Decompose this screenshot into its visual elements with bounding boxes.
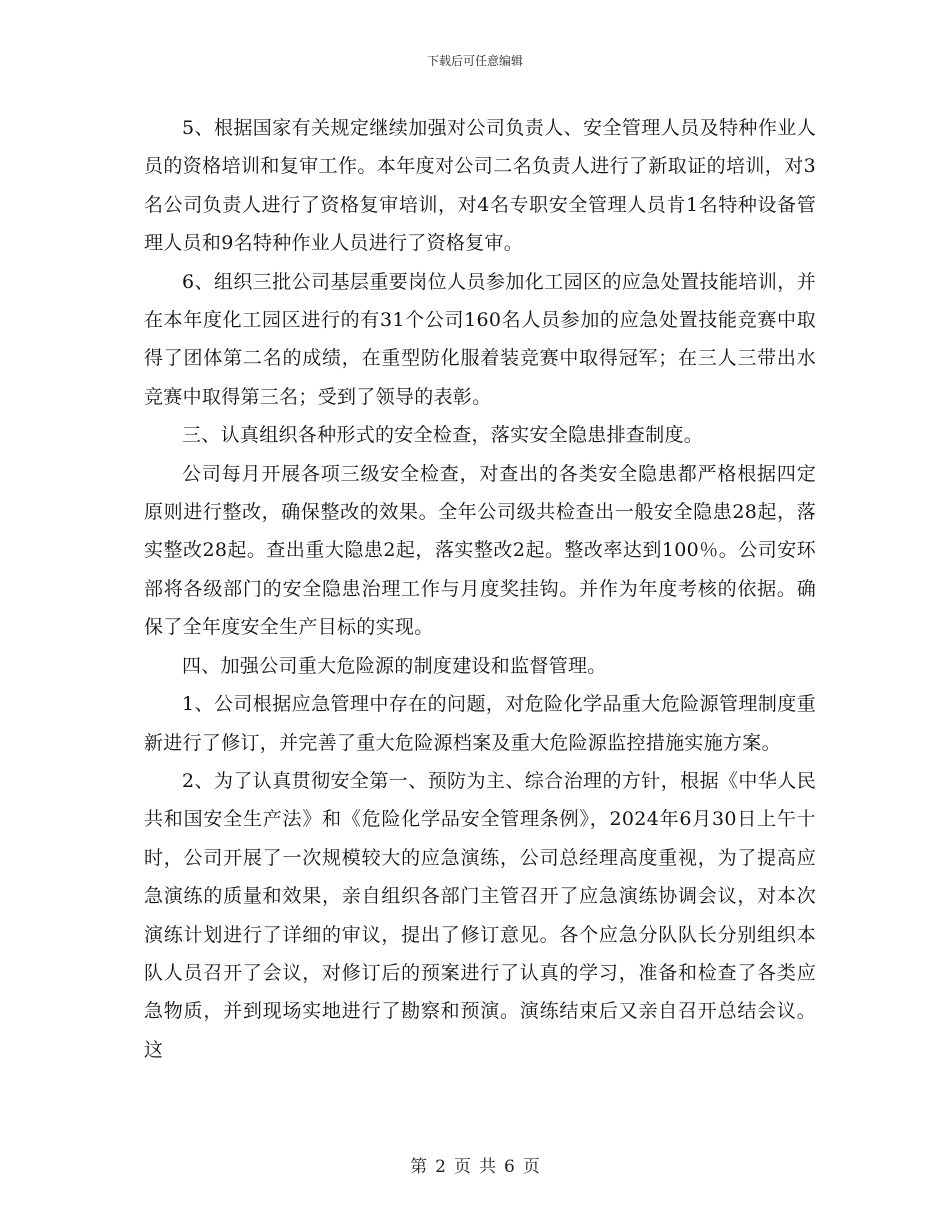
- page-header-note: 下载后可任意编辑: [426, 54, 523, 68]
- footer-prefix: 第: [410, 1157, 428, 1177]
- document-body: [144, 109, 816, 1069]
- paragraph-item-1: 1、公司根据应急管理中存在的问题，对危险化学品重大危险源管理制度重新进行了修订，并完善了重大危险源档案及重大危险源监控措施实施方案。: [144, 693, 816, 754]
- section-heading-4: 四、加强公司重大危险源的制度建设和监督管理。: [182, 654, 607, 677]
- footer-suffix: 页: [522, 1157, 540, 1177]
- footer-total-pages: 6: [504, 1157, 515, 1177]
- footer-total-prefix: 共: [479, 1157, 496, 1177]
- footer-page-word: 页: [454, 1157, 471, 1177]
- page-footer: [0, 1152, 950, 1177]
- paragraph-item-6: 6、组织三批公司基层重要岗位人员参加化工园区的应急处置技能培训，并在本年度化工园区进行的有31个公司160名人员参加的应急处置技能竞赛中取得了团体第二名的成绩，在重型防化服着装竞赛中取得冠军；在三人三带出水竞赛中取得第三名；受到了领导的表彰。: [144, 270, 816, 408]
- paragraph-inspection: 公司每月开展各项三级安全检查，对查出的各类安全隐患都严格根据四定原则进行整改，确保整改的效果。全年公司级共检查出一般安全隐患28起，落实整改28起。查出重大隐患2起，落实整改2起。整改率达到100％。公司安环部将各级部门的安全隐患治理工作与月度奖挂钩。并作为年度考核的依据。确保了全年度安全生产目标的实现。: [144, 462, 816, 639]
- footer-current-page: 2: [435, 1157, 446, 1177]
- section-heading-3: 三、认真组织各种形式的安全检查，落实安全隐患排查制度。: [182, 424, 704, 447]
- paragraph-item-5: 5、根据国家有关规定继续加强对公司负责人、安全管理人员及特种作业人员的资格培训和复审工作。本年度对公司二名负责人进行了新取证的培训，对3名公司负责人进行了资格复审培训，对4名专职安全管理人员肯1名特种设备管理人员和9名特种作业人员进行了资格复审。: [144, 117, 816, 255]
- paragraph-item-2: 2、为了认真贯彻安全第一、预防为主、综合治理的方针，根据《中华人民共和国安全生产法》和《危险化学品安全管理条例》，2024年6月30日上午十时，公司开展了一次规模较大的应急演练，公司总经理高度重视，为了提高应急演练的质量和效果，亲自组织各部门主管召开了应急演练协调会议，对本次演练计划进行了详细的审议，提出了修订意见。各个应急分队队长分别组织本队人员召开了会议，对修订后的预案进行了认真的学习，准备和检查了各类应急物质，并到现场实地进行了勘察和预演。演练结束后又亲自召开总结会议。这: [144, 769, 816, 1061]
